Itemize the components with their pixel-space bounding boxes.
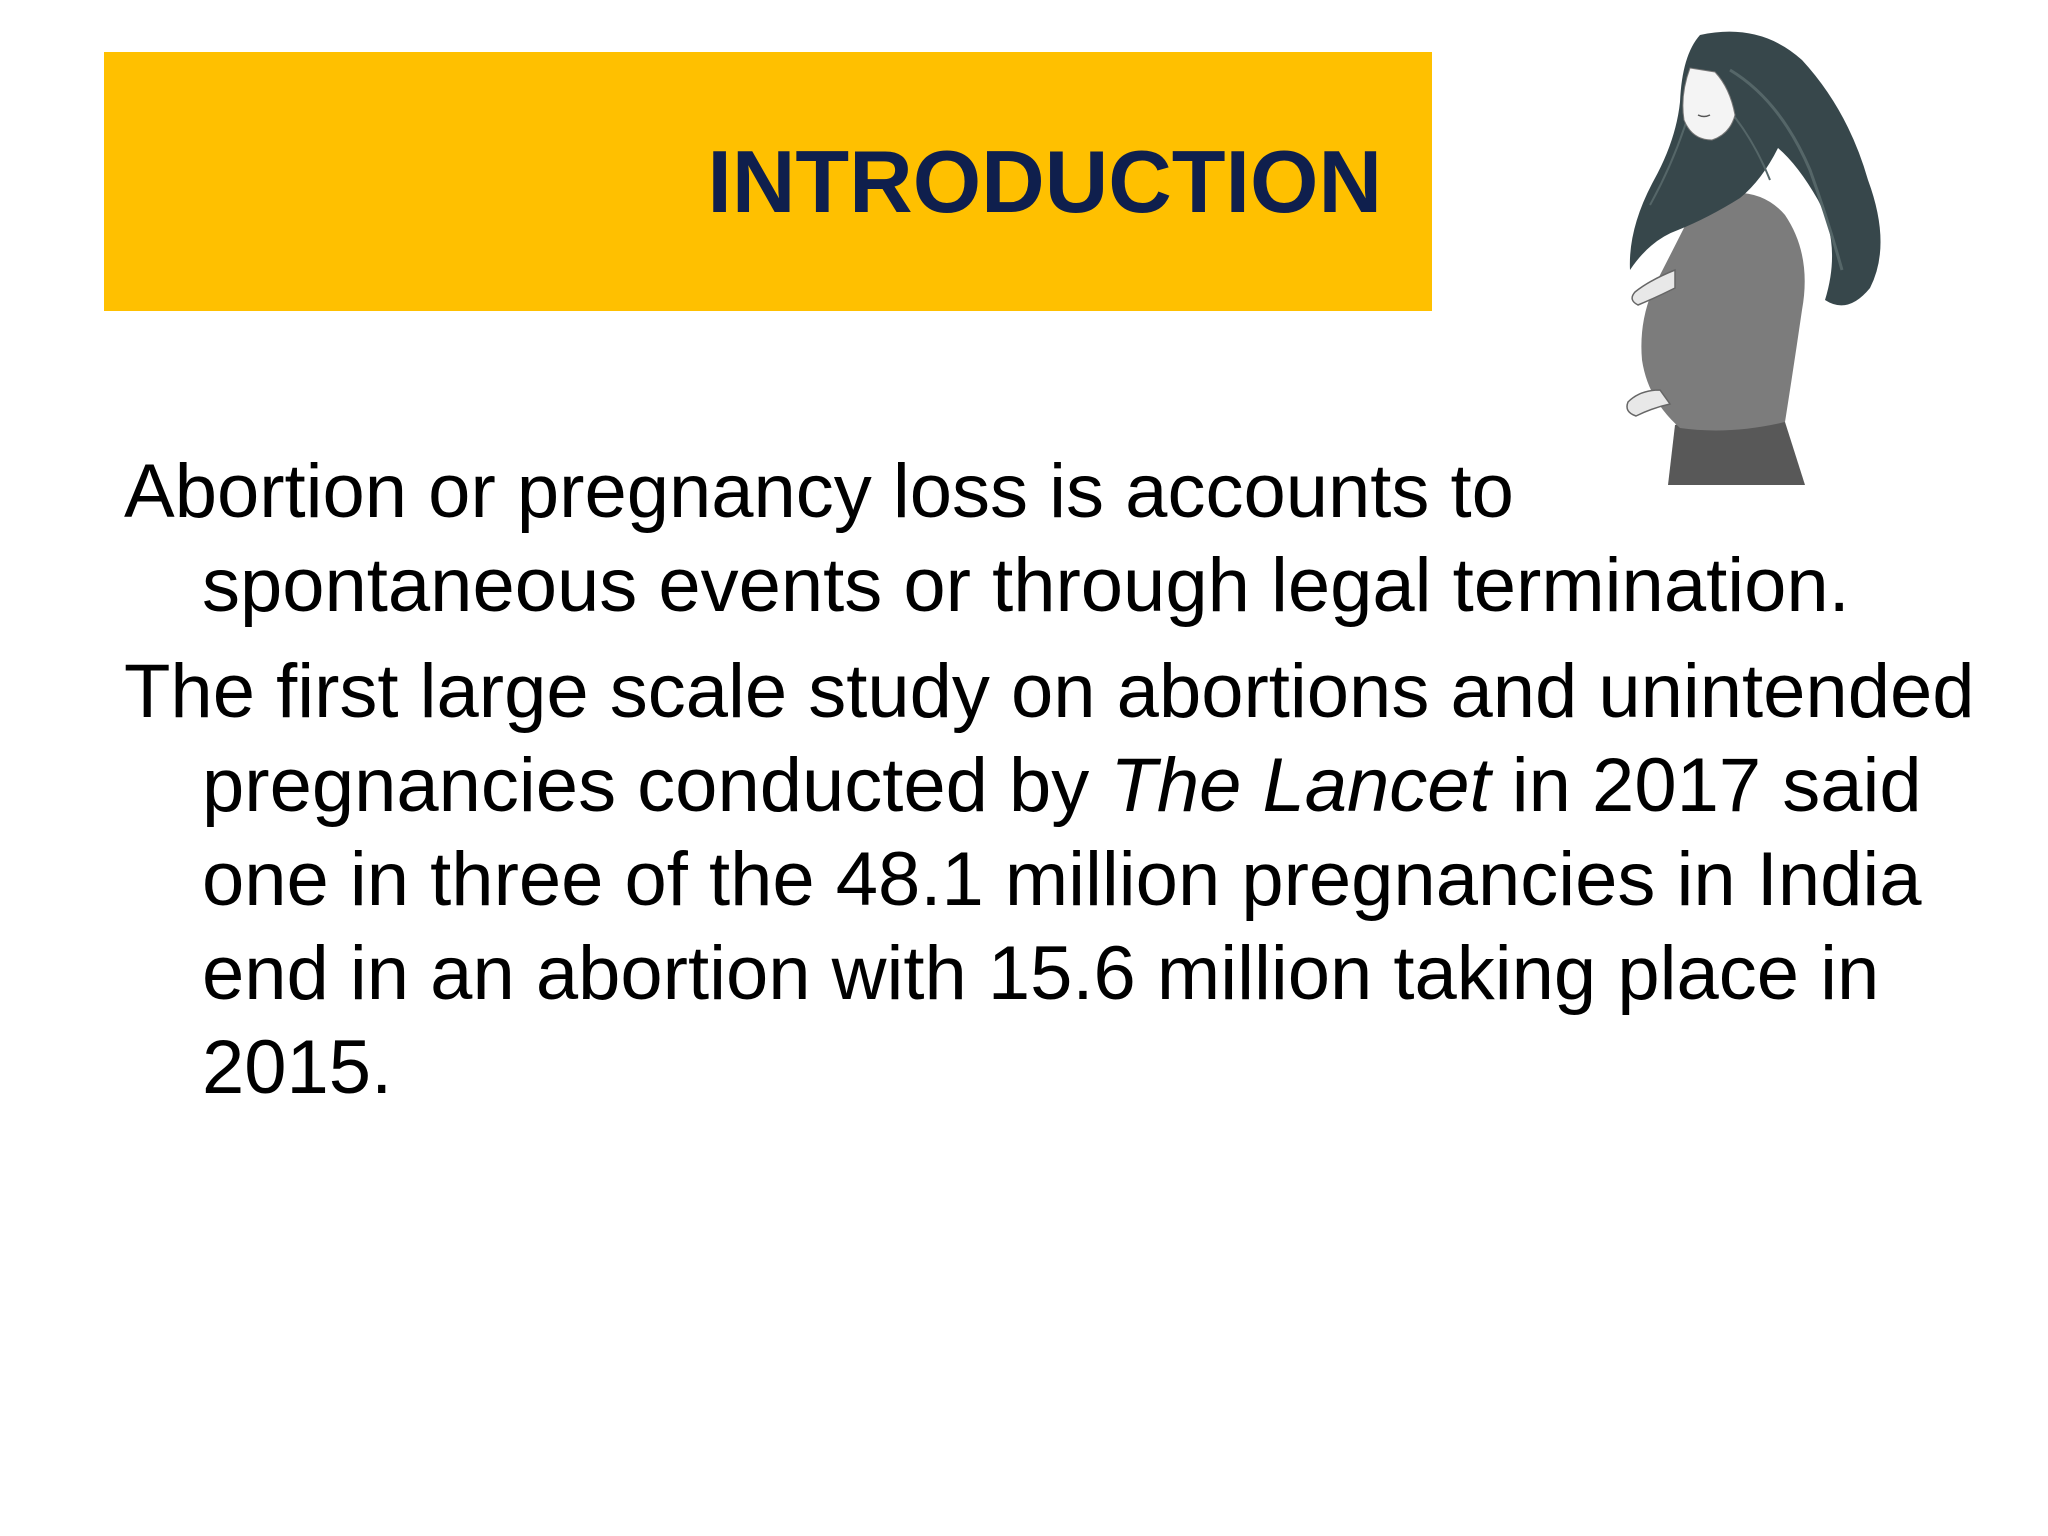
- paragraph-1-text: Abortion or pregnancy loss is accounts to spontaneous events or through legal termination.: [124, 449, 1850, 628]
- paragraph-2-part-1: The first large scale study on abortions and unintended pregnancies conducted by: [124, 649, 1975, 828]
- paragraph-abortion-definition: [124, 445, 1924, 633]
- pregnant-woman-illustration: [1580, 30, 1920, 485]
- arm-lower-shape: [1627, 390, 1670, 416]
- paragraph-lancet-study: [124, 645, 2002, 1115]
- title-banner: [104, 52, 1432, 311]
- paragraph-2-journal-name: The Lancet: [1110, 743, 1491, 828]
- body-content: [124, 445, 1975, 1127]
- paragraph-2-part-2: in 2017 said one in three of the 48.1 million pregnancies in India end in an abortion with 15.6 million taking place in 2015.: [202, 743, 1922, 1110]
- slide-title: INTRODUCTION: [707, 132, 1382, 231]
